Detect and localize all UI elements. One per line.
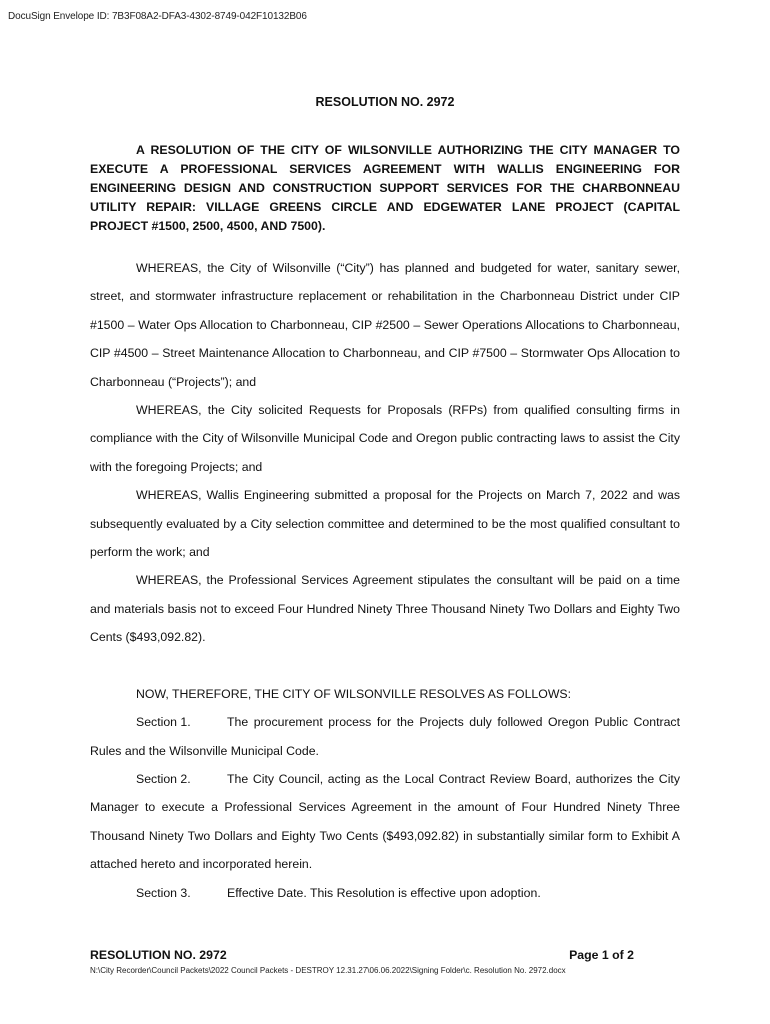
section-3-label: Section 3.	[136, 885, 191, 900]
whereas-paragraph-4: WHEREAS, the Professional Services Agreement stipulates the consultant will be paid on a time and materials basis not to exceed Four Hundred Ninety Three Thousand Ninety Two Dollars and Eighty Two Cents ($493,092.82).	[90, 573, 680, 645]
section-3	[90, 879, 680, 907]
section-1-text: The procurement process for the Projects duly followed Oregon Public Contract Rules and the Wilsonville Municipal Code.	[90, 715, 680, 758]
footer-page-number: Page 1 of 2	[569, 948, 634, 962]
envelope-id: DocuSign Envelope ID: 7B3F08A2-DFA3-4302-8749-042F10132B06	[8, 11, 307, 22]
whereas-paragraph-2: WHEREAS, the City solicited Requests for Proposals (RFPs) from qualified consulting firms in compliance with the City of Wilsonville Municipal Code and Oregon public contracting laws to assist the City with the foregoing Projects; and	[90, 403, 680, 474]
resolves-statement: NOW, THEREFORE, THE CITY OF WILSONVILLE RESOLVES AS FOLLOWS:	[136, 686, 572, 701]
section-2-label: Section 2.	[136, 771, 191, 786]
section-2	[90, 765, 680, 879]
whereas-paragraph-3: WHEREAS, Wallis Engineering submitted a proposal for the Projects on March 7, 2022 and was subsequently evaluated by a City selection committee and determined to be the most qualified consultant to perform the work; and	[90, 488, 680, 560]
resolution-title: RESOLUTION NO. 2972	[315, 95, 455, 109]
footer-file-path: N:\City Recorder\Council Packets\2022 Council Packets - DESTROY 12.31.27\06.06.2022\Signing Folder\c. Resolution No. 2972.docx	[90, 966, 566, 975]
paragraph-gap	[90, 652, 680, 680]
footer-resolution-number: RESOLUTION NO. 2972	[90, 948, 227, 962]
section-2-text: The City Council, acting as the Local Contract Review Board, authorizes the City Manager to execute a Professional Services Agreement in the amount of Four Hundred Ninety Three Thousand Ninety Two Dollars and Eighty Two Cents ($493,092.82) in substantially similar form to Exhibit A attached hereto and incorporated herein.	[90, 771, 680, 872]
whereas-paragraph-1: WHEREAS, the City of Wilsonville (“City”) has planned and budgeted for water, sanitary sewer, street, and stormwater infrastructure replacement or rehabilitation in the Charbonneau District under CIP #1500 – Water Ops Allocation to Charbonneau, CIP #2500 – Sewer Operations Allocations to Charbonneau, CIP #4500 – Street Maintenance Allocation to Charbonneau, and CIP #7500 – Stormwater Ops Allocation to Charbonneau (“Projects”); and	[90, 261, 680, 389]
resolution-heading: A RESOLUTION OF THE CITY OF WILSONVILLE AUTHORIZING THE CITY MANAGER TO EXECUTE A PROFESSIONAL SERVICES AGREEMENT WITH WALLIS ENGINEERING FOR ENGINEERING DESIGN AND CONSTRUCTION SUPPORT SERVICES FOR THE CHARBONNEAU UTILITY REPAIR: VILLAGE GREENS CIRCLE AND EDGEWATER LANE PROJECT (CAPITAL PROJECT #1500, 2500, 4500, AND 7500).	[90, 143, 680, 233]
section-1-label: Section 1.	[136, 715, 191, 730]
document-body	[90, 254, 680, 907]
section-3-text: Effective Date. This Resolution is effective upon adoption.	[227, 885, 541, 900]
section-1	[90, 708, 680, 765]
